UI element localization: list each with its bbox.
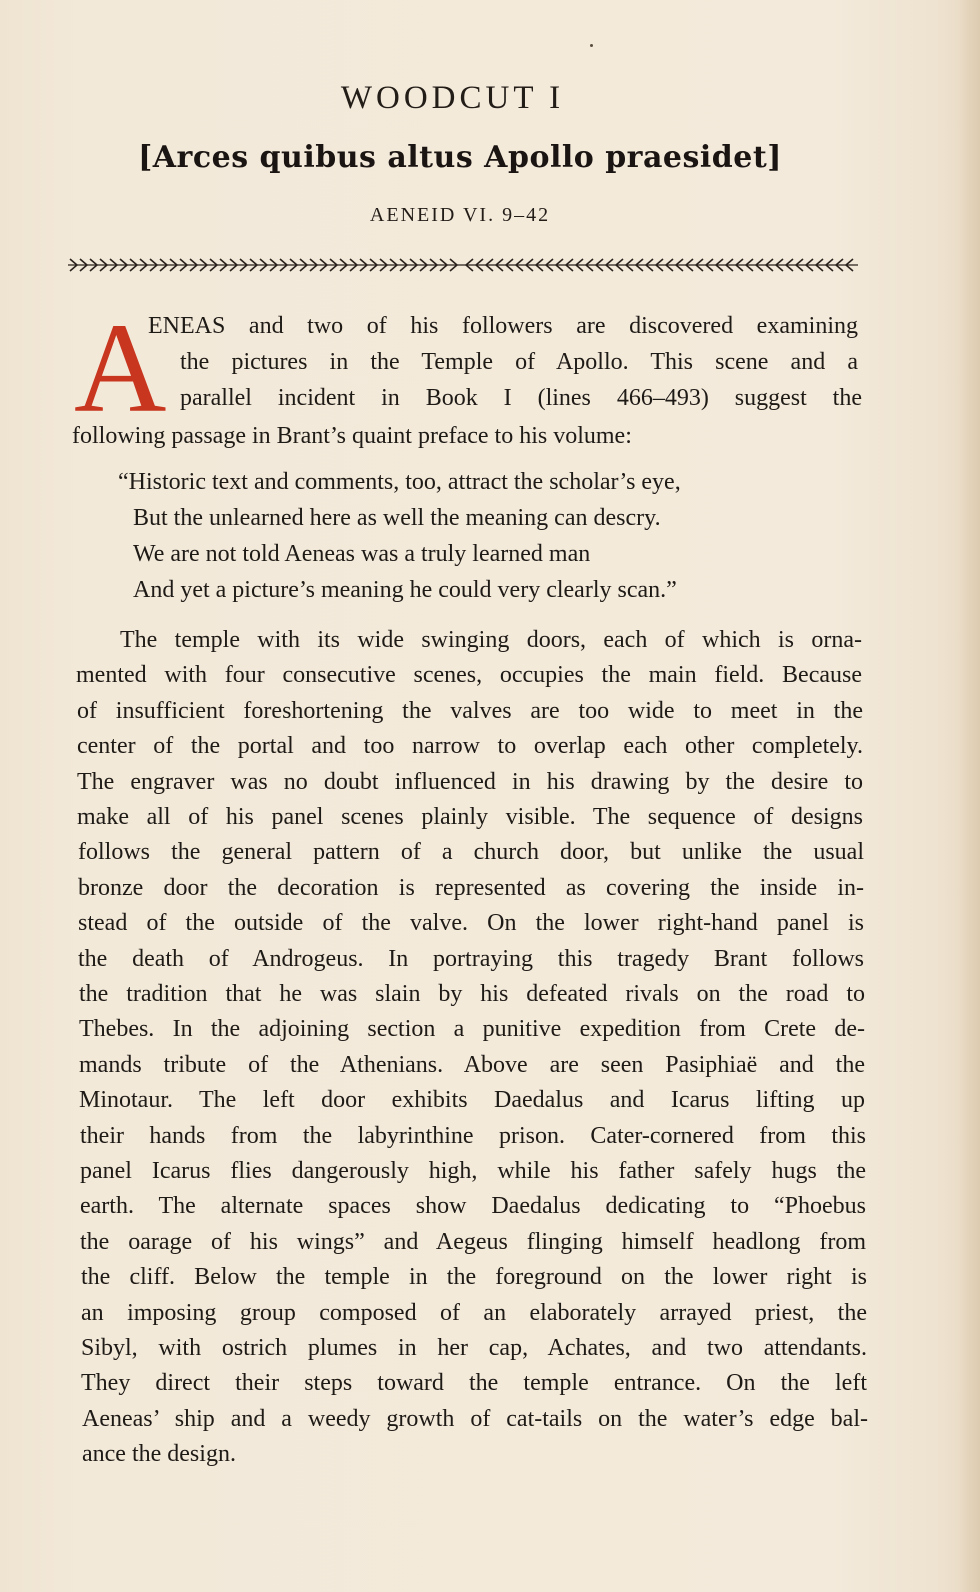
quote-line: But the unlearned here as well the meaning can descry. [133,505,661,531]
description-line: an imposing group composed of an elaborately arrayed priest, the [81,1300,867,1326]
intro-line: the pictures in the Temple of Apollo. This scene and a [180,349,858,375]
description-line: the cliff. Below the temple in the foreground on the lower right is [81,1264,867,1290]
quote-line: “Historic text and comments, too, attract the scholar’s eye, [118,469,681,495]
description-line: bronze door the decoration is represented as covering the inside in- [78,875,864,901]
description-line: the oarage of his wings” and Aegeus flinging himself headlong from [80,1229,866,1255]
description-line: the tradition that he was slain by his defeated rivals on the road to [79,981,865,1007]
intro-line: following passage in Brant’s quaint preface to his volume: [72,423,632,449]
description-line: mands tribute of the Athenians. Above are seen Pasiphiaë and the [79,1052,865,1078]
latin-subtitle: [Arces quibus altus Apollo praesidet] [138,140,782,175]
page-title: WOODCUT I [340,80,565,116]
page-edge-shadow [958,0,980,1592]
aeneid-reference: AENEID VI. 9–42 [369,204,551,226]
description-line: center of the portal and too narrow to overlap each other completely. [77,733,863,759]
description-line: The engraver was no doubt influenced in his drawing by the desire to [77,769,863,795]
description-line: stead of the outside of the valve. On the lower right-hand panel is [78,910,864,936]
quote-line: And yet a picture’s meaning he could very clearly scan.” [133,577,677,603]
description-line: Thebes. In the adjoining section a punitive expedition from Crete de- [79,1016,865,1042]
quote-line: We are not told Aeneas was a truly learned man [133,541,591,567]
description-line: mented with four consecutive scenes, occupies the main field. Because [76,662,862,688]
intro-line: parallel incident in Book I (lines 466–493) suggest the [180,385,862,411]
description-line: ance the design. [82,1441,236,1467]
description-line: They direct their steps toward the temple entrance. On the left [81,1370,867,1396]
description-line: panel Icarus flies dangerously high, while his father safely hugs the [80,1158,866,1184]
description-line: Aeneas’ ship and a weedy growth of cat-tails on the water’s edge bal- [82,1406,868,1432]
description-line: The temple with its wide swinging doors, each of which is orna- [120,627,862,653]
description-line: the death of Androgeus. In portraying this tragedy Brant follows [78,946,864,972]
description-line: Sibyl, with ostrich plumes in her cap, Achates, and two attendants. [81,1335,867,1361]
drop-cap: A [74,297,167,439]
intro-line: ENEAS and two of his followers are discovered examining [148,313,858,339]
description-line: their hands from the labyrinthine prison. Cater-cornered from this [80,1123,866,1149]
description-line: follows the general pattern of a church door, but unlike the usual [78,839,864,865]
description-line: Minotaur. The left door exhibits Daedalus and Icarus lifting up [79,1087,865,1113]
paper-speck [590,44,593,47]
description-line: make all of his panel scenes plainly visible. The sequence of designs [77,804,863,830]
chevron-ornament-rule [68,254,868,276]
description-line: earth. The alternate spaces show Daedalus dedicating to “Phoebus [80,1193,866,1219]
description-line: of insufficient foreshortening the valves are too wide to meet in the [77,698,863,724]
ornament-left-chevrons [68,259,858,271]
